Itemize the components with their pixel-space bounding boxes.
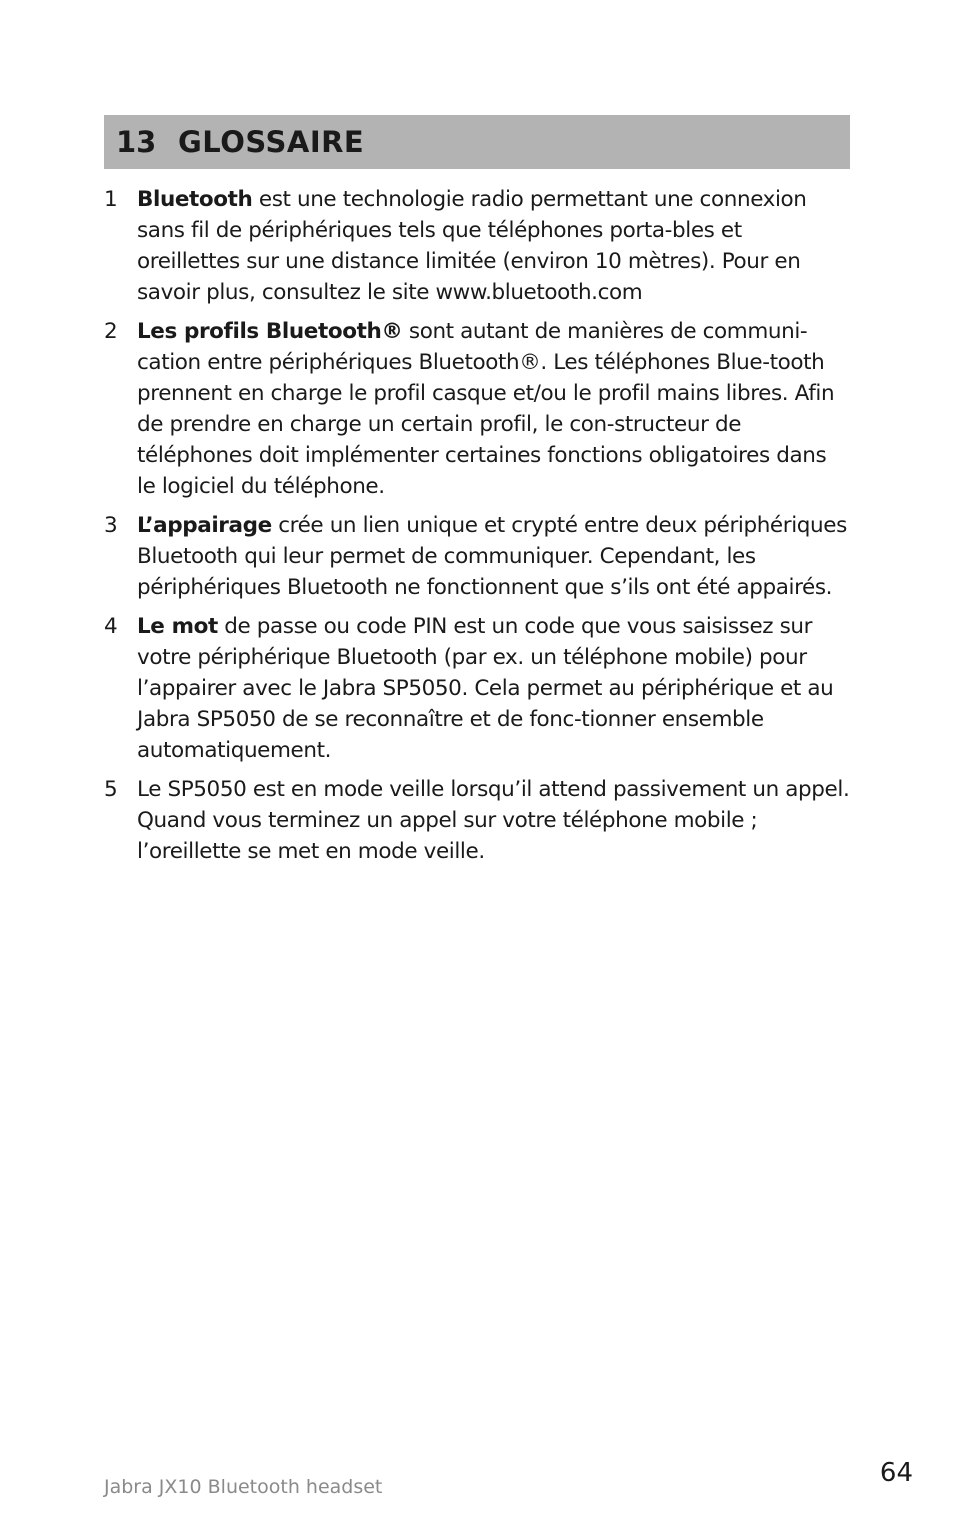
section-title: GLOSSAIRE xyxy=(178,125,365,159)
glossary-entry xyxy=(104,184,850,308)
section-number: 13 xyxy=(116,125,157,159)
entry-number: 4 xyxy=(104,614,118,639)
entry-text: crée un lien unique et crypté entre deux périphériques Bluetooth qui leur permet de communiquer. Cependant, les périphériques Bluetooth ne fonctionnent que s’ils ont été appairés. xyxy=(137,513,847,600)
glossary-entry xyxy=(104,510,850,603)
glossary-list xyxy=(104,184,850,875)
entry-text: sont autant de manières de communi-cation entre périphériques Bluetooth®. Les téléphones Blue-tooth prennent en charge le profil casque et/ou le profil mains libres. Afin de prendre en charge un certain profil, le con-structeur de téléphones doit implémenter certaines fonctions obligatoires dans le logiciel du téléphone. xyxy=(137,319,835,499)
section-heading xyxy=(104,115,850,169)
glossary-entry xyxy=(104,316,850,502)
entry-number: 1 xyxy=(104,187,118,212)
glossary-entry xyxy=(104,774,850,867)
entry-text: Le SP5050 est en mode veille lorsqu’il attend passivement un appel. Quand vous terminez un appel sur votre téléphone mobile ; l’oreillette se met en mode veille. xyxy=(137,777,850,864)
glossary-entry xyxy=(104,611,850,766)
entry-body xyxy=(137,184,850,308)
page-number: 64 xyxy=(879,1458,913,1488)
entry-term: Les profils Bluetooth® xyxy=(137,319,403,344)
entry-body xyxy=(137,611,850,766)
entry-number: 5 xyxy=(104,777,118,802)
entry-number: 3 xyxy=(104,513,118,538)
entry-text: de passe ou code PIN est un code que vous saisissez sur votre périphérique Bluetooth (par ex. un téléphone mobile) pour l’appairer avec le Jabra SP5050. Cela permet au périphérique et au Jabra SP5050 de se reconnaître et de fonc-tionner ensemble automatiquement. xyxy=(137,614,834,763)
footer-product-name: Jabra JX10 Bluetooth headset xyxy=(104,1476,383,1498)
entry-term: Bluetooth xyxy=(137,187,253,212)
entry-text: est une technologie radio permettant une connexion sans fil de périphériques tels que téléphones porta-bles et oreillettes sur une distance limitée (environ 10 mètres). Pour en savoir plus, consultez le site www.bluetooth.com xyxy=(137,187,807,305)
entry-term: L’appairage xyxy=(137,513,272,538)
entry-body xyxy=(137,774,850,867)
entry-number: 2 xyxy=(104,319,118,344)
entry-body xyxy=(137,510,850,603)
entry-body xyxy=(137,316,850,502)
entry-term: Le mot xyxy=(137,614,218,639)
